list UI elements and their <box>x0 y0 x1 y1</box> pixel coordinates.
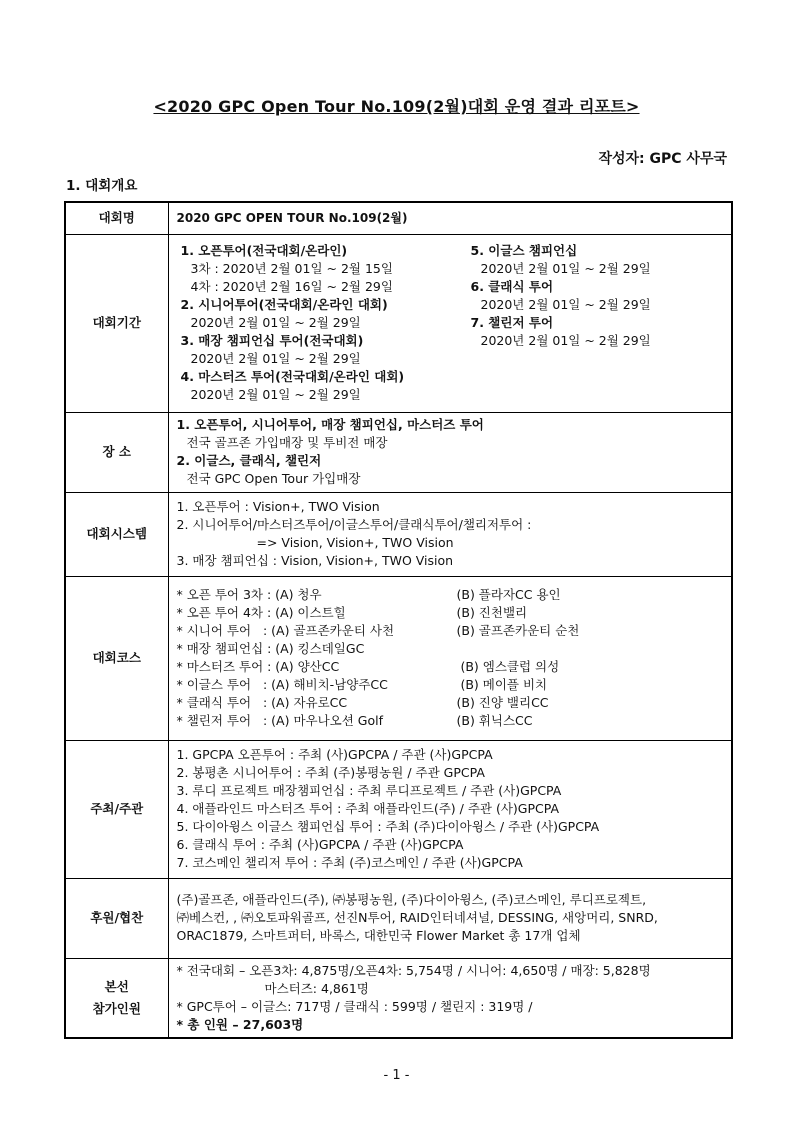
course-a: * 시니어 투어 : (A) 골프존카운티 사천 <box>176 623 395 638</box>
course-item <box>177 640 724 658</box>
course-item <box>177 622 724 640</box>
participants-line: 마스터즈: 4,861명 <box>264 980 369 996</box>
course-b: (B) 엠스클럽 의성 <box>456 659 560 674</box>
period-item-date: 2020년 2월 01일 ~ 2월 29일 <box>480 297 651 312</box>
host-line: 4. 애플라인드 마스터즈 투어 : 주최 애플라인드(주) / 주관 (사)GPCPA <box>176 801 560 816</box>
course-b: (B) 진천밸리 <box>456 605 528 620</box>
row-system <box>65 492 732 576</box>
row-sponsor <box>65 878 732 958</box>
row-venue <box>65 412 732 492</box>
period-item-heading: 3. 매장 챔피언십 투어(전국대회) <box>180 333 364 348</box>
course-b: (B) 진양 밸리CC <box>456 695 549 710</box>
course-a: * 오픈 투어 4차 : (A) 이스트힐 <box>176 605 346 620</box>
period-item-heading: 6. 클래식 투어 <box>470 279 554 294</box>
section-heading: 1. 대회개요 <box>66 178 138 194</box>
value-system <box>168 492 732 576</box>
page-number: - 1 - <box>383 1068 410 1083</box>
period-left-column <box>181 242 471 404</box>
period-item-date: 3차 : 2020년 2월 01일 ~ 2월 15일 <box>190 261 393 276</box>
system-line: 2. 시니어투어/마스터즈투어/이글스투어/클래식투어/챌리저투어 : <box>176 517 532 532</box>
course-item <box>177 658 724 676</box>
venue-line: 전국 GPC Open Tour 가입매장 <box>186 471 361 486</box>
course-item <box>177 586 724 604</box>
value-period <box>168 234 732 412</box>
label-venue: 장 소 <box>65 412 168 492</box>
period-item-date: 2020년 2월 01일 ~ 2월 29일 <box>480 333 651 348</box>
period-item-date: 2020년 2월 01일 ~ 2월 29일 <box>190 387 361 402</box>
label-participants-line2: 참가인원 <box>92 1000 141 1016</box>
row-course <box>65 576 732 740</box>
venue-heading: 2. 이글스, 클래식, 챌린저 <box>176 453 322 468</box>
host-line: 3. 루디 프로젝트 매장챔피언십 : 주최 루디프로젝트 / 주관 (사)GPCPA <box>176 783 562 798</box>
label-host: 주최/주관 <box>65 740 168 878</box>
row-event-name <box>65 202 732 234</box>
course-item <box>177 604 724 622</box>
course-b: (B) 플라자CC 용인 <box>456 587 561 602</box>
course-b <box>457 640 724 658</box>
overview-table <box>64 201 733 1039</box>
value-participants <box>168 958 732 1038</box>
course-item <box>177 712 724 730</box>
host-line: 2. 봉평촌 시니어투어 : 주최 (주)봉평농원 / 주관 GPCPA <box>176 765 485 780</box>
sponsor-line: ORAC1879, 스마트퍼터, 바록스, 대한민국 Flower Market 총 17개 업체 <box>176 928 581 943</box>
row-host <box>65 740 732 878</box>
value-venue <box>168 412 732 492</box>
label-course: 대회코스 <box>65 576 168 740</box>
participants-total: * 총 인원 – 27,603명 <box>176 1016 304 1032</box>
course-item <box>177 676 724 694</box>
period-item-heading: 2. 시니어투어(전국대회/온라인 대회) <box>180 297 388 312</box>
course-a: * 마스터즈 투어 : (A) 양산CC <box>176 659 340 674</box>
host-line: 5. 다이아윙스 이글스 챔피언십 투어 : 주최 (주)다이아윙스 / 주관 (사)GPCPA <box>176 819 600 834</box>
host-line: 7. 코스메인 챌리저 투어 : 주최 (주)코스메인 / 주관 (사)GPCPA <box>176 855 523 870</box>
sponsor-line: ㈜베스컨, , ㈜오토파워골프, 선진N투어, RAID인터네셔널, DESSING, 새앙머리, SNRD, <box>176 910 658 925</box>
venue-heading: 1. 오픈투어, 시니어투어, 매장 챔피언십, 마스터즈 투어 <box>176 417 484 432</box>
course-a: * 매장 챔피언십 : (A) 킹스데일GC <box>176 641 365 656</box>
course-a: * 챌린저 투어 : (A) 마우나오션 Golf <box>176 713 384 728</box>
host-line: 6. 클래식 투어 : 주최 (사)GPCPA / 주관 (사)GPCPA <box>176 837 464 852</box>
value-course <box>168 576 732 740</box>
system-line: => Vision, Vision+, TWO Vision <box>256 535 454 550</box>
value-host <box>168 740 732 878</box>
course-a: * 이글스 투어 : (A) 해비치-남양주CC <box>176 677 388 692</box>
label-sponsor: 후원/협찬 <box>65 878 168 958</box>
course-item <box>177 694 724 712</box>
participants-line: * GPC투어 – 이글스: 717명 / 클래식 : 599명 / 챌린지 : 319명 / <box>176 998 533 1014</box>
row-participants <box>65 958 732 1038</box>
period-item-heading: 5. 이글스 챔피언십 <box>470 243 578 258</box>
label-period: 대회기간 <box>65 234 168 412</box>
value-sponsor <box>168 878 732 958</box>
period-item-date: 2020년 2월 01일 ~ 2월 29일 <box>480 261 651 276</box>
author-line: 작성자: GPC 사무국 <box>598 151 727 167</box>
period-item-heading: 7. 챌린저 투어 <box>470 315 554 330</box>
system-line: 3. 매장 챔피언십 : Vision, Vision+, TWO Vision <box>176 553 454 568</box>
period-item-heading: 4. 마스터즈 투어(전국대회/온라인 대회) <box>180 369 405 384</box>
period-item-date: 2020년 2월 01일 ~ 2월 29일 <box>190 315 361 330</box>
period-item-date: 4차 : 2020년 2월 16일 ~ 2월 29일 <box>190 279 393 294</box>
label-system: 대회시스템 <box>65 492 168 576</box>
course-b: (B) 휘닉스CC <box>456 713 533 728</box>
period-item-heading: 1. 오픈투어(전국대회/온라인) <box>180 243 348 258</box>
participants-line: * 전국대회 – 오픈3차: 4,875명/오픈4차: 5,754명 / 시니어: 4,650명 / 매장: 5,828명 <box>176 962 651 978</box>
sponsor-line: (주)골프존, 애플라인드(주), ㈜봉평농원, (주)다이아윙스, (주)코스메인, 루디프로젝트, <box>176 892 647 907</box>
row-period <box>65 234 732 412</box>
period-item-date: 2020년 2월 01일 ~ 2월 29일 <box>190 351 361 366</box>
course-b: (B) 골프존카운티 순천 <box>456 623 580 638</box>
venue-line: 전국 골프존 가입매장 및 투비전 매장 <box>186 435 388 450</box>
value-event-name: 2020 GPC OPEN TOUR No.109(2월) <box>168 202 732 234</box>
course-b: (B) 메이플 비치 <box>456 677 548 692</box>
label-event-name: 대회명 <box>65 202 168 234</box>
label-participants <box>65 958 168 1038</box>
document-title: <2020 GPC Open Tour No.109(2월)대회 운영 결과 리포트> <box>153 97 640 116</box>
course-a: * 오픈 투어 3차 : (A) 청우 <box>176 587 322 602</box>
system-line: 1. 오픈투어 : Vision+, TWO Vision <box>176 499 380 514</box>
label-participants-line1: 본선 <box>104 978 129 994</box>
period-right-column <box>471 242 724 350</box>
host-line: 1. GPCPA 오픈투어 : 주최 (사)GPCPA / 주관 (사)GPCPA <box>176 747 493 762</box>
course-a: * 클래식 투어 : (A) 자유로CC <box>176 695 348 710</box>
